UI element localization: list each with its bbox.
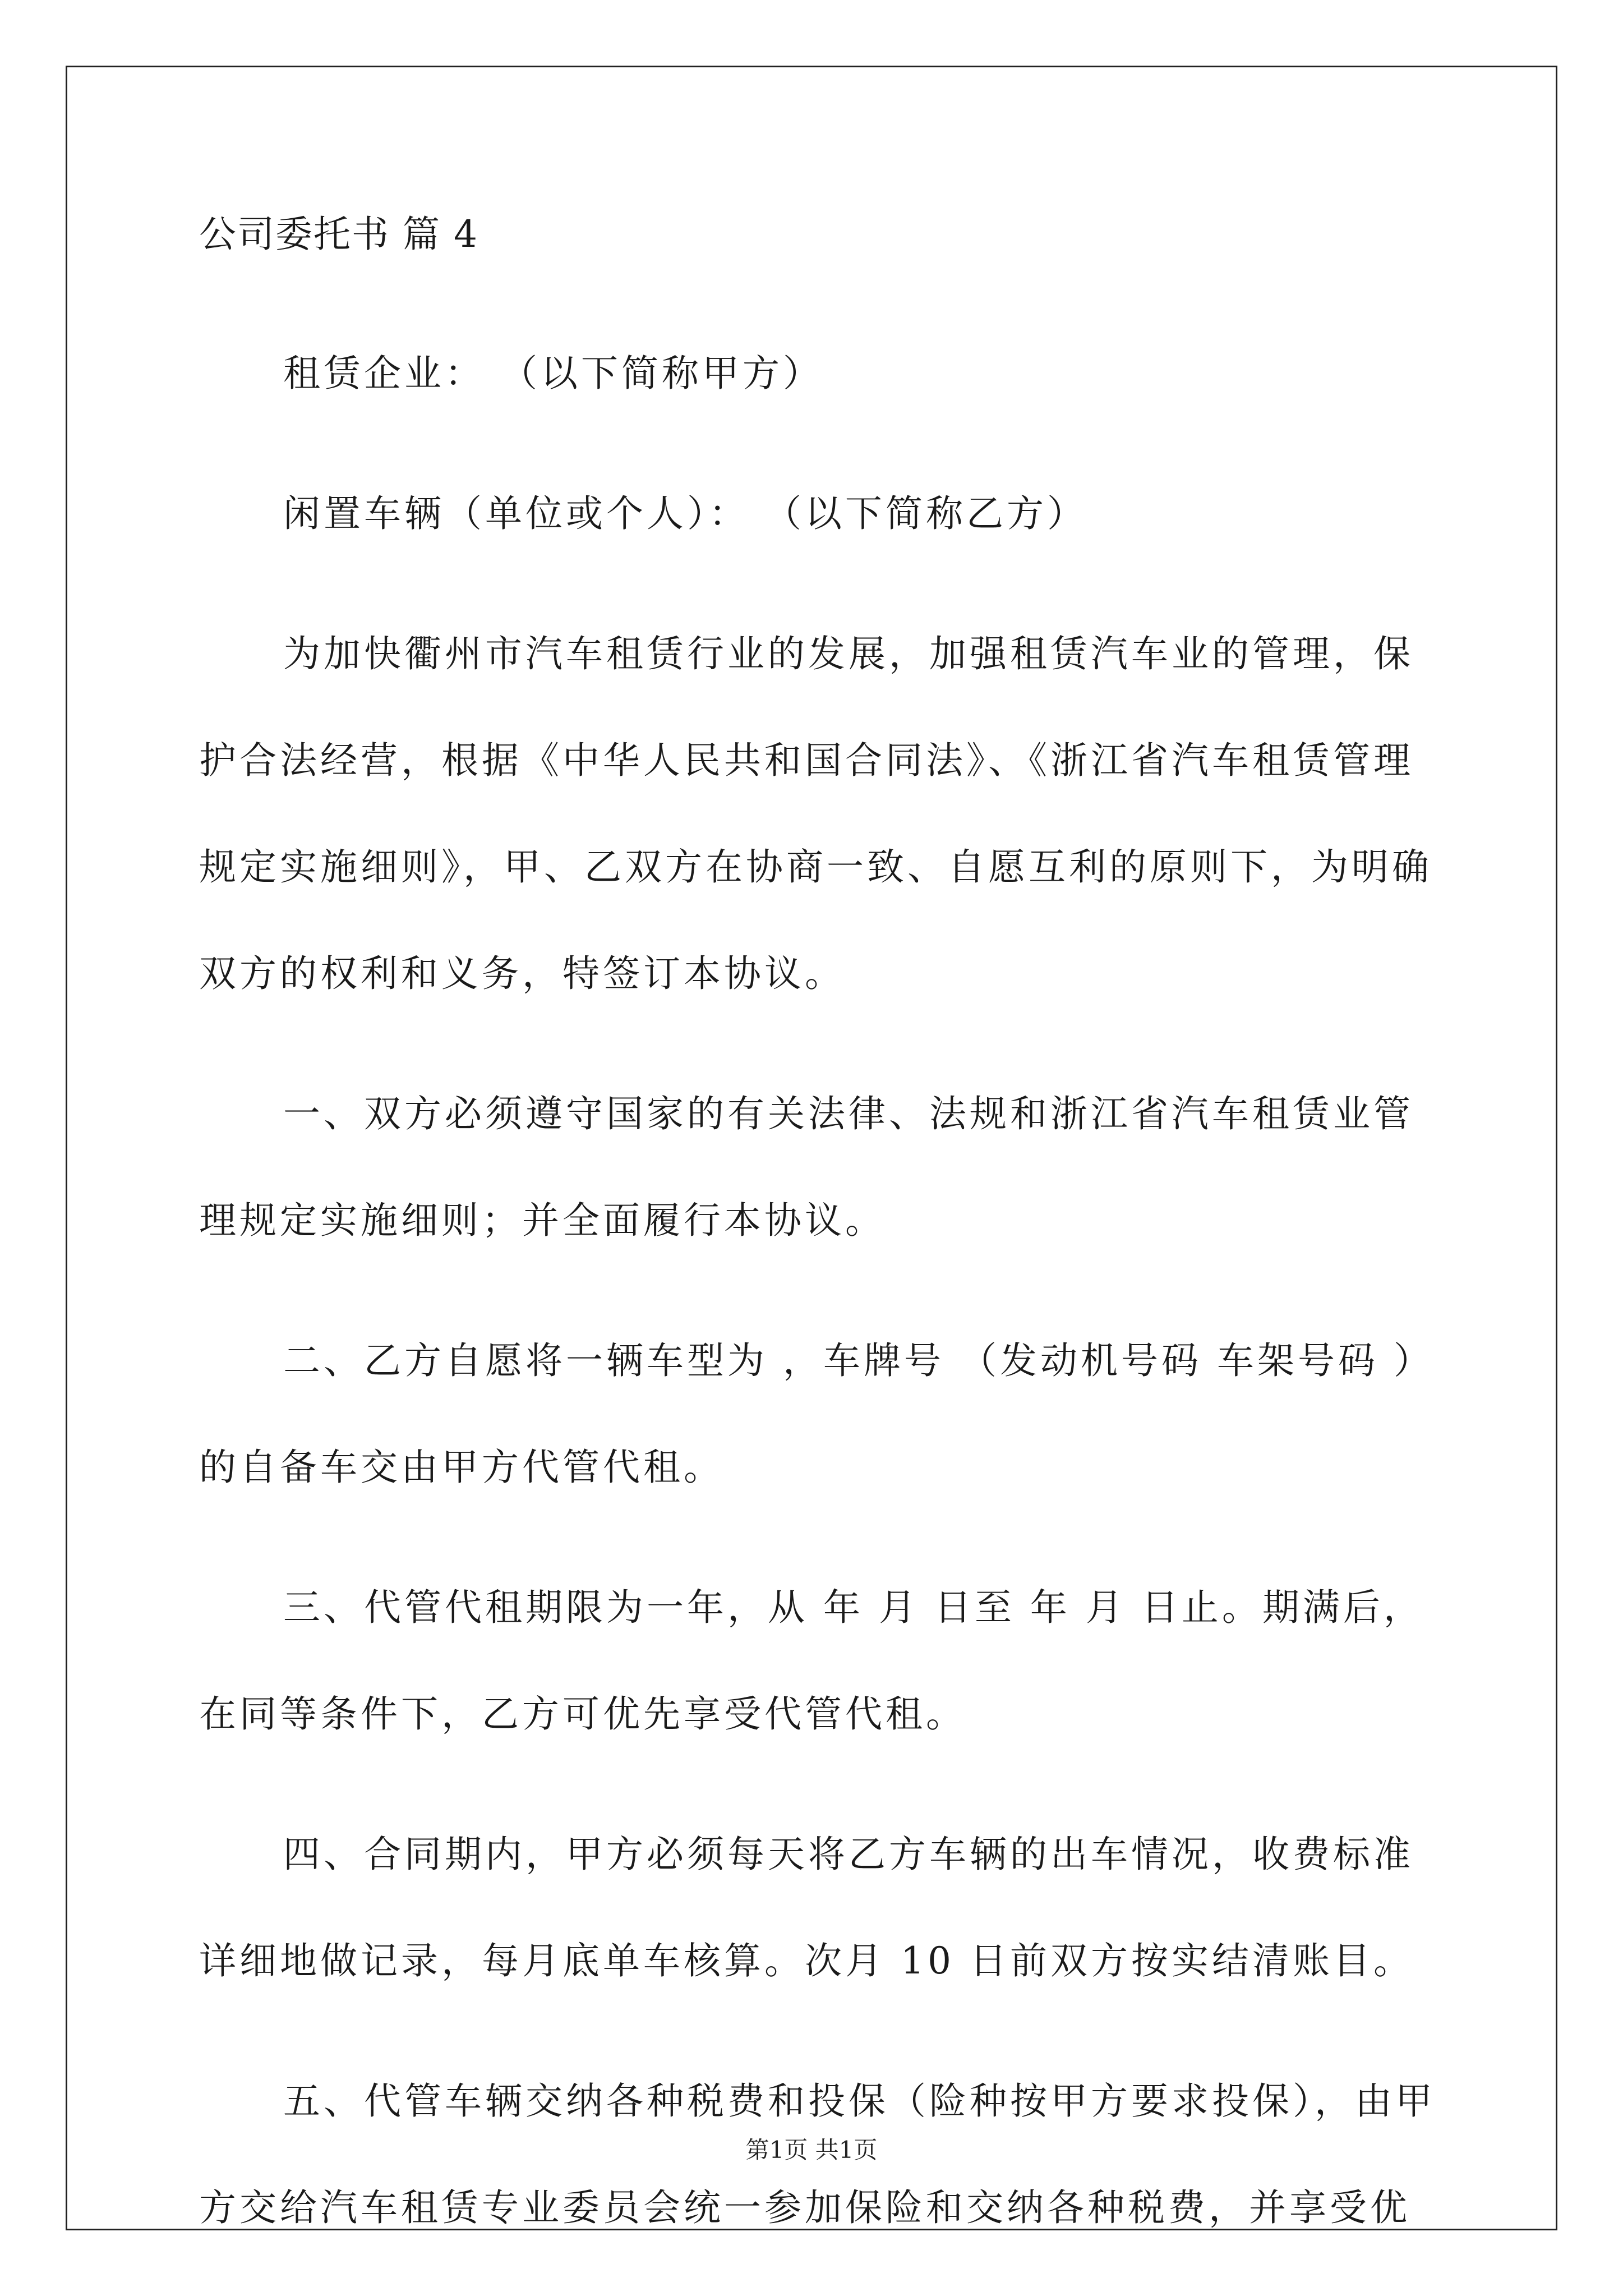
paragraph-line: 为加快衢州市汽车租赁行业的发展，加强租赁汽车业的管理，保	[283, 632, 1414, 675]
paragraph	[199, 320, 1433, 427]
paragraph	[199, 1554, 1433, 1768]
document-body	[199, 213, 1436, 2261]
paragraph-line: 闲置车辆（单位或个人）： （以下简称乙方）	[283, 492, 1087, 535]
paragraph-line: 四、合同期内，甲方必须每天将乙方车辆的出车情况，收费标准	[283, 1833, 1414, 1876]
paragraph-line: 规定实施细则》，甲、乙双方在协商一致、自愿互利的原则下，为明确	[199, 845, 1432, 889]
paragraph	[199, 601, 1433, 1027]
paragraph-line: 双方的权利和义务，特签订本协议。	[199, 952, 845, 995]
paragraph-line: 五、代管车辆交纳各种税费和投保（险种按甲方要求投保），由甲	[283, 2079, 1436, 2123]
paragraph-line: 详细地做记录，每月底单车核算。次月 10 日前双方按实结清账目。	[199, 1939, 1414, 1982]
page-footer: 第1页 共1页	[745, 2136, 878, 2164]
paragraph-line: 三、代管代租期限为一年，从 年 月 日至 年 月 日止。期满后，	[283, 1586, 1424, 1629]
paragraph	[199, 1308, 1433, 1521]
paragraph-line: 二、乙方自愿将一辆车型为 ，车牌号 （发动机号码 车架号码 ）	[283, 1339, 1434, 1382]
paragraph-list	[199, 320, 1436, 2261]
paragraph-line: 一、双方必须遵守国家的有关法律、法规和浙江省汽车租赁业管	[283, 1092, 1414, 1135]
paragraph-line: 的自备车交由甲方代管代租。	[199, 1446, 724, 1489]
paragraph	[199, 1061, 1433, 1274]
paragraph-line: 理规定实施细则；并全面履行本协议。	[199, 1199, 886, 1242]
paragraph-line: 方交给汽车租赁专业委员会统一参加保险和交纳各种税费，并享受优	[199, 2186, 1410, 2229]
paragraph-line: 护合法经营，根据《中华人民共和国合同法》、《浙江省汽车租赁管理	[199, 739, 1414, 782]
paragraph-line: 在同等条件下，乙方可优先享受代管代租。	[199, 1692, 966, 1736]
paragraph-line: 租赁企业： （以下简称甲方）	[283, 352, 823, 395]
paragraph	[199, 461, 1433, 567]
paragraph	[199, 1801, 1433, 2014]
document-heading: 公司委托书 篇 4	[199, 213, 478, 256]
